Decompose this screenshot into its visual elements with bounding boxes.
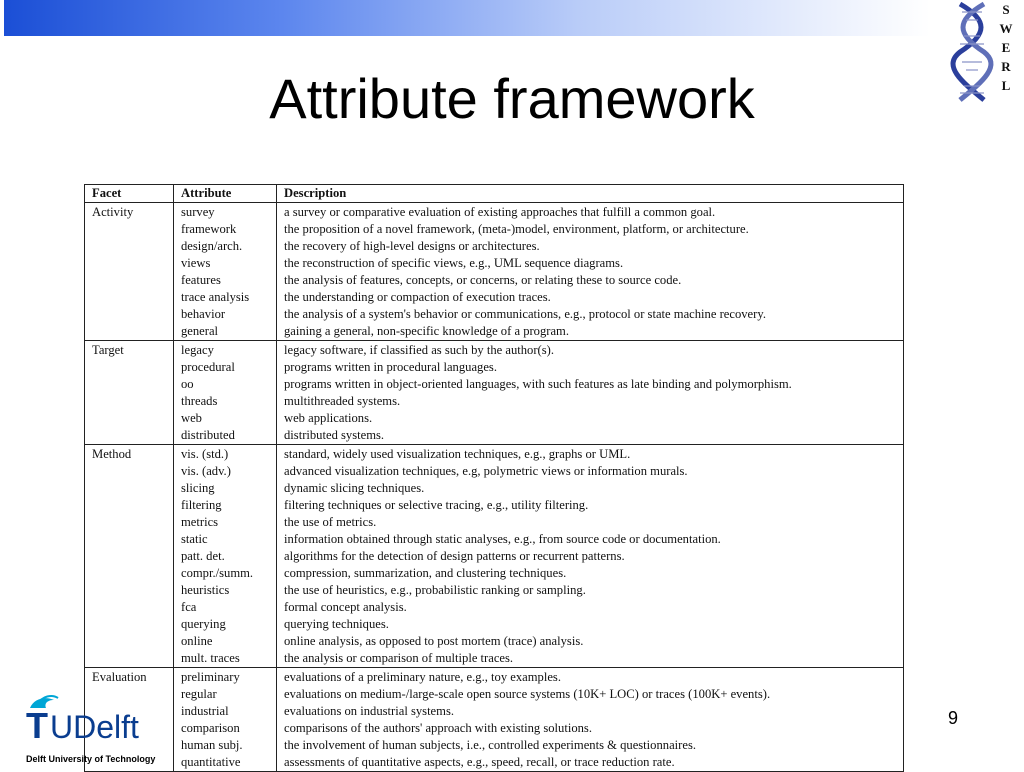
- facet-cell: [85, 496, 174, 513]
- facet-cell: [85, 632, 174, 649]
- table-row: [85, 375, 904, 392]
- table-row: [85, 409, 904, 426]
- attribute-cell: oo: [174, 375, 277, 392]
- table-row: [85, 426, 904, 445]
- description-cell: dynamic slicing techniques.: [284, 481, 425, 495]
- description-cell: multithreaded systems.: [284, 394, 401, 408]
- description-cell: assessments of quantitative aspects, e.g., speed, recall, or trace reduction rate.: [277, 753, 904, 772]
- attribute-cell: threads: [174, 392, 277, 409]
- table-row: [85, 513, 904, 530]
- attribute-cell: distributed: [174, 426, 277, 445]
- swerl-letter: R: [1001, 59, 1011, 74]
- facet-cell: [85, 375, 174, 392]
- description-cell: the analysis or comparison of multiple traces.: [277, 649, 904, 668]
- attribute-cell: behavior: [174, 305, 277, 322]
- table-header-row: [85, 185, 904, 203]
- description-cell: standard, widely used visualization techniques, e.g., graphs or UML.: [284, 447, 631, 461]
- tudelft-wordmark-t: T: [26, 705, 48, 746]
- table-row: [85, 581, 904, 598]
- table-row: [85, 649, 904, 668]
- attribute-cell: online: [174, 632, 277, 649]
- table-row: [85, 358, 904, 375]
- description-cell: gaining a general, non-specific knowledge of a program.: [277, 322, 904, 341]
- tudelft-logo: [24, 694, 184, 746]
- attribute-cell: design/arch.: [174, 237, 277, 254]
- facet-cell: [85, 649, 174, 668]
- description-cell: algorithms for the detection of design patterns or recurrent patterns.: [284, 549, 625, 563]
- description-cell: web applications.: [284, 411, 373, 425]
- facet-cell: [85, 220, 174, 237]
- description-cell: legacy software, if classified as such by the author(s).: [284, 343, 554, 357]
- table-row: [85, 305, 904, 322]
- attribute-cell: general: [174, 322, 277, 341]
- description-cell: comparisons of the authors' approach with existing solutions.: [284, 721, 592, 735]
- description-cell: the recovery of high-level designs or architectures.: [284, 239, 540, 253]
- header-gradient-bar: [4, 0, 930, 36]
- facet-cell: [85, 409, 174, 426]
- table-row: [85, 479, 904, 496]
- header-attribute: Attribute: [174, 185, 277, 203]
- description-cell: evaluations of a preliminary nature, e.g., toy examples.: [284, 670, 561, 684]
- description-cell: filtering techniques or selective tracing, e.g., utility filtering.: [284, 498, 589, 512]
- table-row: [85, 702, 904, 719]
- attribute-cell: legacy: [174, 341, 277, 359]
- table-body: [85, 203, 904, 772]
- table-row: [85, 632, 904, 649]
- attribute-cell: metrics: [174, 513, 277, 530]
- swerl-letters: [992, 0, 1020, 95]
- swerl-letter: S: [1002, 2, 1010, 17]
- description-cell: querying techniques.: [284, 617, 389, 631]
- attribute-cell: querying: [174, 615, 277, 632]
- description-cell: evaluations on medium-/large-scale open source systems (10K+ LOC) or traces (100K+ events).: [284, 687, 771, 701]
- attribute-cell: web: [174, 409, 277, 426]
- attribute-cell: human subj.: [174, 736, 277, 753]
- attribute-cell: industrial: [174, 702, 277, 719]
- facet-cell: [85, 479, 174, 496]
- attribute-cell: comparison: [174, 719, 277, 736]
- facet-cell: [85, 598, 174, 615]
- attribute-cell: filtering: [174, 496, 277, 513]
- facet-cell: [85, 462, 174, 479]
- description-cell: programs written in object-oriented languages, with such features as late binding and polymorphism.: [284, 377, 792, 391]
- table-row: [85, 237, 904, 254]
- table-row: [85, 530, 904, 547]
- description-cell: the use of metrics.: [284, 515, 377, 529]
- attribute-cell: procedural: [174, 358, 277, 375]
- facet-cell: [85, 547, 174, 564]
- table-row: [85, 462, 904, 479]
- facet-cell: [85, 530, 174, 547]
- attribute-cell: trace analysis: [174, 288, 277, 305]
- attribute-cell: quantitative: [174, 753, 277, 772]
- facet-cell: Method: [85, 445, 174, 463]
- university-name: Delft University of Technology: [26, 754, 156, 764]
- table-row: [85, 392, 904, 409]
- attribute-cell: mult. traces: [174, 649, 277, 668]
- description-cell: the reconstruction of specific views, e.g., UML sequence diagrams.: [284, 256, 624, 270]
- facet-cell: [85, 564, 174, 581]
- description-cell: online analysis, as opposed to post mortem (trace) analysis.: [284, 634, 584, 648]
- attribute-cell: regular: [174, 685, 277, 702]
- attribute-cell: patt. det.: [174, 547, 277, 564]
- table-row: [85, 719, 904, 736]
- attribute-cell: heuristics: [174, 581, 277, 598]
- swerl-letter: L: [1001, 78, 1011, 93]
- tudelft-wordmark: UDelft: [50, 709, 139, 745]
- attribute-cell: views: [174, 254, 277, 271]
- attribute-cell: features: [174, 271, 277, 288]
- slide-title: Attribute framework: [269, 67, 755, 130]
- facet-cell: [85, 305, 174, 322]
- attribute-cell: framework: [174, 220, 277, 237]
- attribute-cell: survey: [174, 203, 277, 221]
- facet-cell: Target: [85, 341, 174, 359]
- table-row: [85, 564, 904, 581]
- facet-cell: Evaluation: [85, 668, 174, 686]
- attribute-cell: slicing: [174, 479, 277, 496]
- table-row: [85, 445, 904, 463]
- description-cell: the analysis of features, concepts, or concerns, or relating these to source code.: [284, 273, 682, 287]
- swerl-letter: W: [999, 21, 1013, 36]
- attribute-cell: compr./summ.: [174, 564, 277, 581]
- attribute-framework-table: [84, 184, 904, 772]
- description-cell: information obtained through static analyses, e.g., from source code or documentation.: [284, 532, 721, 546]
- header-facet: Facet: [85, 185, 174, 203]
- attribute-cell: fca: [174, 598, 277, 615]
- facet-cell: [85, 581, 174, 598]
- facet-cell: [85, 615, 174, 632]
- facet-cell: [85, 426, 174, 445]
- facet-cell: [85, 271, 174, 288]
- table-row: [85, 341, 904, 359]
- facet-cell: [85, 288, 174, 305]
- facet-cell: [85, 237, 174, 254]
- swerl-letter: E: [1001, 40, 1011, 55]
- facet-cell: [85, 358, 174, 375]
- description-cell: evaluations on industrial systems.: [284, 704, 454, 718]
- table-row: [85, 668, 904, 686]
- table-row: [85, 288, 904, 305]
- facet-cell: [85, 254, 174, 271]
- attribute-cell: vis. (std.): [174, 445, 277, 463]
- description-cell: a survey or comparative evaluation of existing approaches that fulfill a common goal.: [284, 205, 716, 219]
- table-row: [85, 271, 904, 288]
- table-row: [85, 203, 904, 221]
- table-row: [85, 547, 904, 564]
- facet-cell: [85, 392, 174, 409]
- facet-cell: [85, 513, 174, 530]
- table-row: [85, 496, 904, 513]
- description-cell: the understanding or compaction of execution traces.: [284, 290, 551, 304]
- table-row: [85, 220, 904, 237]
- description-cell: the use of heuristics, e.g., probabilistic ranking or sampling.: [284, 583, 586, 597]
- table-row: [85, 753, 904, 772]
- table-row: [85, 615, 904, 632]
- table-row: [85, 322, 904, 341]
- table-row: [85, 254, 904, 271]
- attribute-cell: static: [174, 530, 277, 547]
- page-number: 9: [948, 708, 959, 728]
- table-row: [85, 685, 904, 702]
- attribute-cell: vis. (adv.): [174, 462, 277, 479]
- description-cell: programs written in procedural languages.: [284, 360, 497, 374]
- description-cell: formal concept analysis.: [284, 600, 407, 614]
- description-cell: distributed systems.: [277, 426, 904, 445]
- attribute-cell: preliminary: [174, 668, 277, 686]
- header-description: Description: [277, 185, 904, 203]
- table-row: [85, 736, 904, 753]
- description-cell: advanced visualization techniques, e.g, polymetric views or information murals.: [284, 464, 688, 478]
- description-cell: compression, summarization, and clustering techniques.: [284, 566, 567, 580]
- description-cell: the involvement of human subjects, i.e., controlled experiments & questionnaires.: [284, 738, 696, 752]
- facet-cell: Activity: [85, 203, 174, 221]
- description-cell: the proposition of a novel framework, (meta-)model, environment, platform, or architecture.: [284, 222, 749, 236]
- table-row: [85, 598, 904, 615]
- description-cell: the analysis of a system's behavior or communications, e.g., protocol or state machine recovery.: [284, 307, 766, 321]
- facet-cell: [85, 322, 174, 341]
